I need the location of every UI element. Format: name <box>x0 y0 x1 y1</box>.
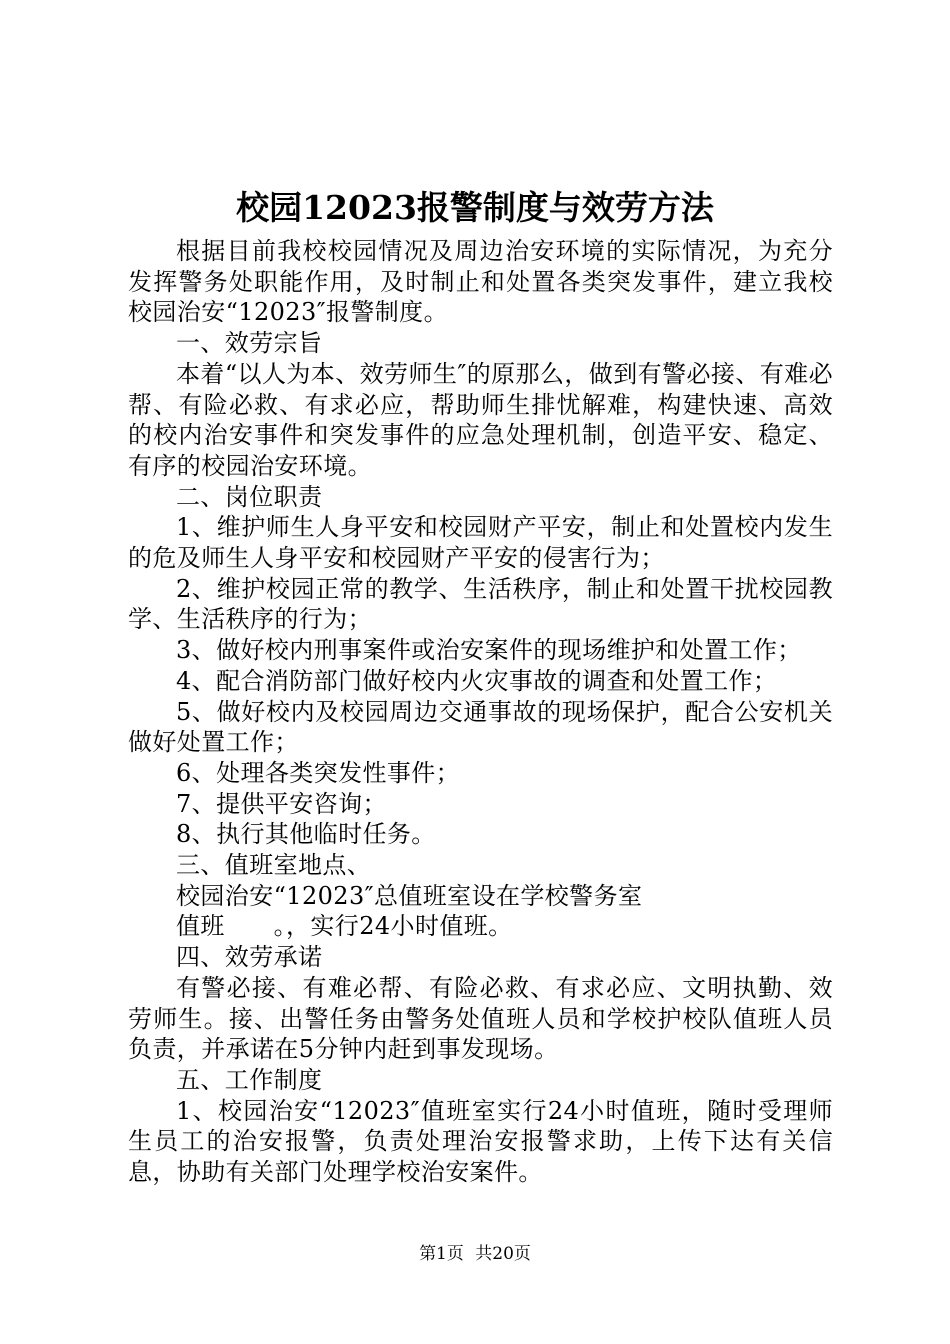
document-title: 校园12023报警制度与效劳方法 <box>236 188 714 227</box>
duty-item-8: 8、执行其他临时任务。 <box>176 820 436 849</box>
paragraph-commitment: 有警必接、有难必帮、有险必救、有求必应、文明执勤、效劳师生。接、出警任务由警务处值班人员和学校护校队值班人员负责，并承诺在5分钟内赶到事发现场。 <box>128 973 833 1064</box>
paragraph-intro: 根据目前我校校园情况及周边治安环境的实际情况，为充分发挥警务处职能作用，及时制止和处置各类突发事件，建立我校校园治安“12023″报警制度。 <box>128 237 833 327</box>
duty-item-6: 6、处理各类突发性事件； <box>176 758 461 787</box>
page-number: 第1页 <box>419 1244 464 1264</box>
section-heading-commitment: 四、效劳承诺 <box>176 943 323 972</box>
work-system-item-1: 1、校园治安“12023″值班室实行24小时值班，随时受理师生员工的治安报警，负责处理治安报警求助，上传下达有关信息，协助有关部门处理学校治安案件。 <box>128 1096 833 1187</box>
duty-item-1: 1、维护师生人身平安和校园财产平安，制止和处置校内发生的危及师生人身平安和校园财产平安的侵害行为； <box>128 513 833 573</box>
page-footer <box>0 1242 950 1266</box>
section-heading-duties: 二、岗位职责 <box>176 482 323 511</box>
duty-item-7: 7、提供平安咨询； <box>176 789 387 818</box>
section-heading-work-system: 五、工作制度 <box>176 1065 323 1094</box>
page-total: 共20页 <box>475 1244 531 1264</box>
duty-item-2: 2、维护校园正常的教学、生活秩序，制止和处置干扰校园教学、生活秩序的行为； <box>128 574 833 634</box>
duty-item-4: 4、配合消防部门做好校内火灾事故的调查和处置工作； <box>176 666 778 695</box>
document-body <box>128 236 833 1188</box>
duty-item-3: 3、做好校内刑事案件或治安案件的现场维护和处置工作； <box>176 636 802 665</box>
section-heading-purpose: 一、效劳宗旨 <box>176 329 323 358</box>
paragraph-location: 校园治安“12023″总值班室设在学校警务室 <box>176 881 643 910</box>
paragraph-duty-hours: 值班 。，实行24小时值班。 <box>176 912 513 941</box>
duty-item-5: 5、做好校内及校园周边交通事故的现场保护，配合公安机关做好处置工作； <box>128 697 833 757</box>
section-heading-location: 三、值班室地点、 <box>176 851 372 880</box>
paragraph-purpose: 本着“以人为本、效劳师生″的原那么，做到有警必接、有难必帮、有险必救、有求必应，帮助师生排忧解难，构建快速、高效的校内治安事件和突发事件的应急处理机制，创造平安、稳定、有序的校园治安环境。 <box>128 359 833 480</box>
